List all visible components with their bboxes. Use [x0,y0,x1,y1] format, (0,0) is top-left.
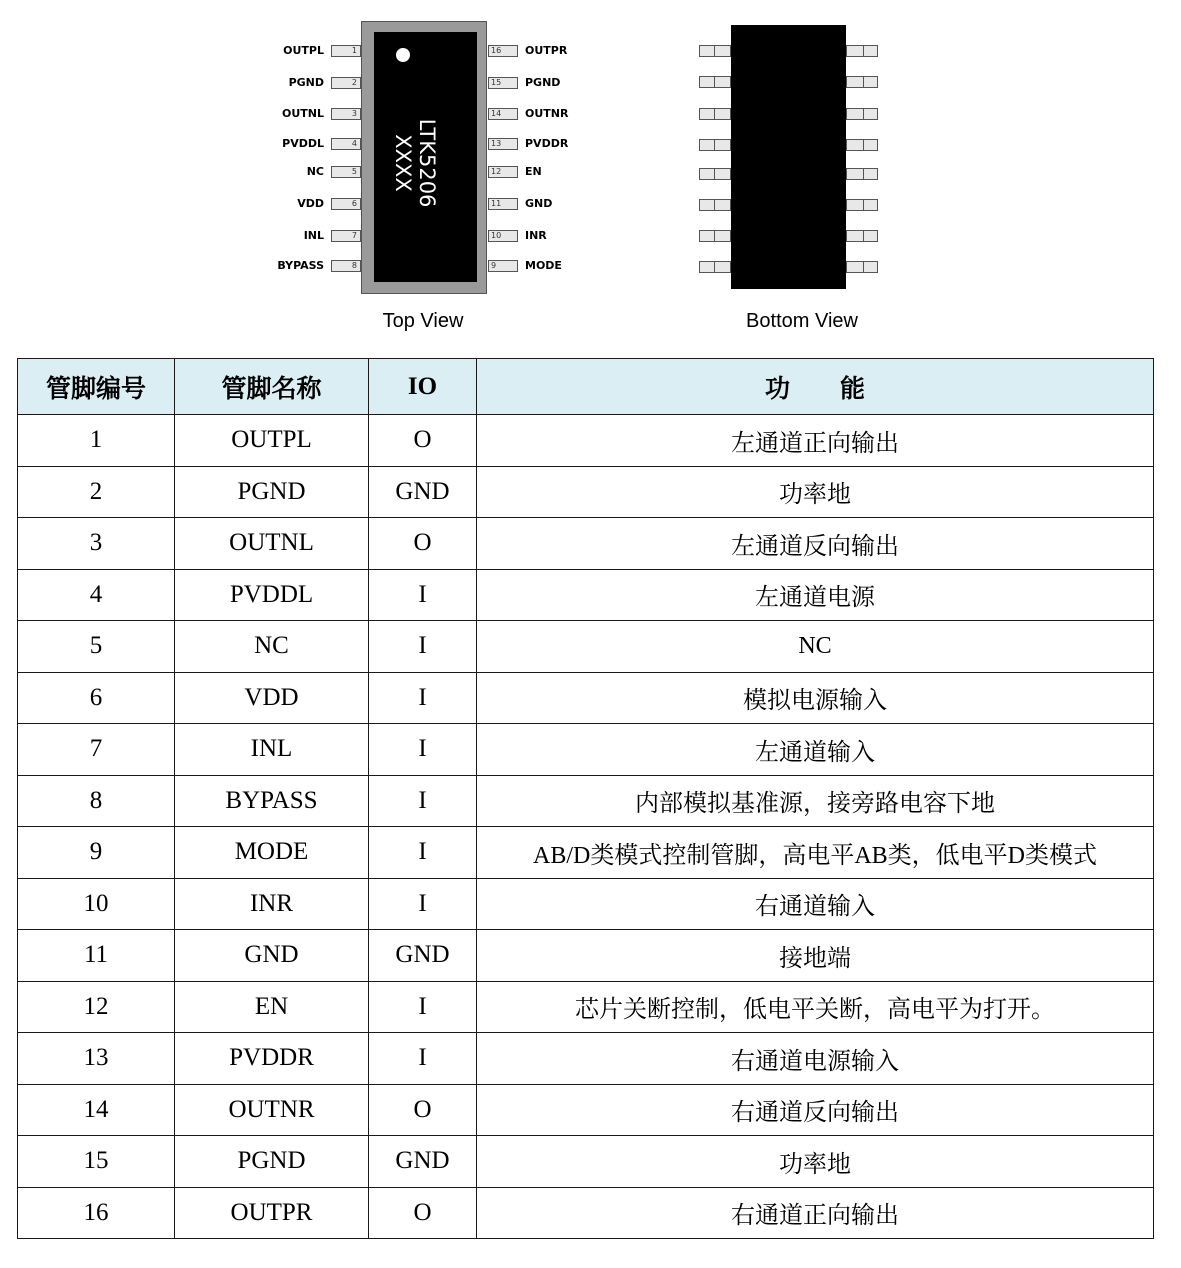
cell-function: 右通道正向输出 [477,1187,1154,1239]
cell-pin-number: 3 [18,518,175,570]
pin-number: 13 [491,139,502,148]
pin-number: 6 [351,199,357,208]
table-body [18,415,1154,1239]
cell-function: 功率地 [477,1136,1154,1188]
cell-pin-number: 9 [18,827,175,879]
pin1-indicator-dot [396,48,410,62]
table-row [18,466,1154,518]
table-row [18,621,1154,673]
header-pin-number: 管脚编号 [18,359,175,415]
pin-label: INL [303,229,324,242]
cell-pin-number: 11 [18,930,175,982]
pin-number: 15 [491,78,502,87]
top-pin-right-4 [488,138,518,150]
table-row [18,827,1154,879]
header-io: IO [369,359,477,415]
cell-function: 功率地 [477,466,1154,518]
cell-function: 左通道电源 [477,569,1154,621]
cell-pin-name: MODE [175,827,369,879]
pin-number: 3 [351,109,357,118]
pin-label: PVDDR [525,137,569,150]
top-pin-right-2 [488,77,518,89]
cell-function: 左通道正向输出 [477,415,1154,467]
cell-pin-number: 6 [18,672,175,724]
cell-pin-number: 5 [18,621,175,673]
bottom-pin-left-8 [699,261,731,273]
bottom-pin-left-6 [699,199,731,211]
cell-function: 左通道反向输出 [477,518,1154,570]
top-view-label: Top View [382,310,464,332]
cell-pin-name: INR [175,878,369,930]
pin-label: MODE [525,259,562,272]
pin-number: 8 [351,261,357,270]
table-row [18,878,1154,930]
pin-label: NC [306,165,324,178]
top-pin-right-1 [488,45,518,57]
cell-io: I [369,827,477,879]
top-pin-4 [331,138,361,150]
top-pin-2 [331,77,361,89]
cell-function: 右通道电源输入 [477,1033,1154,1085]
chip-marking [391,119,439,208]
cell-pin-name: GND [175,930,369,982]
bottom-pin-left-4 [699,139,731,151]
cell-pin-number: 8 [18,775,175,827]
pin-label: GND [525,197,553,210]
top-pin-right-3 [488,108,518,120]
top-pin-1 [331,45,361,57]
cell-pin-number: 2 [18,466,175,518]
cell-pin-name: OUTNR [175,1084,369,1136]
pin-label: VDD [297,197,324,210]
cell-io: O [369,1084,477,1136]
pin-function-table [17,358,1154,1239]
bottom-pin-left-7 [699,230,731,242]
pin-number: 7 [351,231,357,240]
table-row [18,724,1154,776]
bottom-pin-right-7 [846,230,878,242]
pin-number: 9 [491,261,497,270]
cell-pin-name: EN [175,981,369,1033]
table-row [18,518,1154,570]
cell-pin-number: 10 [18,878,175,930]
cell-function: 右通道反向输出 [477,1084,1154,1136]
cell-pin-name: PGND [175,1136,369,1188]
pin-label: BYPASS [277,259,324,272]
cell-pin-name: BYPASS [175,775,369,827]
cell-io: O [369,1187,477,1239]
cell-io: O [369,415,477,467]
top-pin-right-8 [488,260,518,272]
cell-function: 芯片关断控制，低电平关断，高电平为打开。 [477,981,1154,1033]
table-row [18,930,1154,982]
cell-io: GND [369,466,477,518]
cell-pin-number: 15 [18,1136,175,1188]
pin-label: PGND [288,76,324,89]
bottom-pin-right-4 [846,139,878,151]
pin-number: 12 [491,167,502,176]
bottom-pin-right-6 [846,199,878,211]
pin-label: OUTPL [283,44,324,57]
pin-label: PGND [525,76,561,89]
cell-function: NC [477,621,1154,673]
cell-pin-name: PVDDL [175,569,369,621]
cell-io: GND [369,930,477,982]
pin-label: EN [525,165,542,178]
cell-io: I [369,672,477,724]
header-pin-name: 管脚名称 [175,359,369,415]
bottom-pin-right-5 [846,168,878,180]
top-pin-6 [331,198,361,210]
bottom-pin-right-2 [846,76,878,88]
bottom-pin-right-8 [846,261,878,273]
pin-label: OUTNR [525,107,569,120]
cell-function: 左通道输入 [477,724,1154,776]
table-row [18,1136,1154,1188]
cell-pin-name: OUTNL [175,518,369,570]
cell-pin-number: 7 [18,724,175,776]
top-pin-3 [331,108,361,120]
cell-io: I [369,981,477,1033]
pin-label: OUTNL [281,107,324,120]
pin-number: 11 [491,199,502,208]
pin-number: 10 [491,231,502,240]
cell-pin-number: 14 [18,1084,175,1136]
cell-pin-name: INL [175,724,369,776]
pin-label: OUTPR [525,44,568,57]
table-row [18,1033,1154,1085]
pin-label: PVDDL [282,137,324,150]
cell-function: 接地端 [477,930,1154,982]
cell-function: 右通道输入 [477,878,1154,930]
top-pin-right-5 [488,166,518,178]
cell-pin-name: PVDDR [175,1033,369,1085]
cell-function: 内部模拟基准源，接旁路电容下地 [477,775,1154,827]
cell-pin-number: 1 [18,415,175,467]
cell-pin-name: PGND [175,466,369,518]
cell-io: I [369,878,477,930]
bottom-pin-left-1 [699,45,731,57]
chip-marking-part-number: LTK5206 [415,118,439,208]
bottom-pin-left-3 [699,108,731,120]
pin-label: INR [525,229,547,242]
cell-io: I [369,775,477,827]
cell-io: I [369,1033,477,1085]
table-row [18,1084,1154,1136]
cell-pin-number: 4 [18,569,175,621]
table-row [18,672,1154,724]
table-row [18,1187,1154,1239]
cell-io: GND [369,1136,477,1188]
header-function: 功 能 [477,359,1154,415]
table-row [18,981,1154,1033]
pin-number: 16 [491,46,502,55]
bottom-pin-left-5 [699,168,731,180]
cell-pin-name: OUTPR [175,1187,369,1239]
pin-number: 2 [351,78,357,87]
cell-pin-number: 12 [18,981,175,1033]
chip-marking-code: XXXX [391,134,415,192]
cell-function: 模拟电源输入 [477,672,1154,724]
cell-io: I [369,569,477,621]
table-row [18,415,1154,467]
cell-pin-number: 16 [18,1187,175,1239]
cell-pin-number: 13 [18,1033,175,1085]
table-header-row [18,359,1154,415]
pin-number: 1 [351,46,357,55]
bottom-pin-left-2 [699,76,731,88]
bottom-pin-right-1 [846,45,878,57]
pin-number: 5 [351,167,357,176]
chip-bottom-view [731,25,846,289]
top-pin-right-6 [488,198,518,210]
package-diagram [0,0,1181,345]
cell-io: I [369,621,477,673]
top-pin-7 [331,230,361,242]
cell-pin-name: OUTPL [175,415,369,467]
table-row [18,775,1154,827]
top-pin-5 [331,166,361,178]
cell-io: I [369,724,477,776]
bottom-pin-right-3 [846,108,878,120]
top-pin-8 [331,260,361,272]
cell-io: O [369,518,477,570]
table-row [18,569,1154,621]
bottom-view-label: Bottom View [746,310,858,332]
pin-number: 14 [491,109,502,118]
cell-function: AB/D类模式控制管脚，高电平AB类，低电平D类模式 [477,827,1154,879]
cell-pin-name: VDD [175,672,369,724]
pin-number: 4 [351,139,357,148]
cell-pin-name: NC [175,621,369,673]
top-pin-right-7 [488,230,518,242]
